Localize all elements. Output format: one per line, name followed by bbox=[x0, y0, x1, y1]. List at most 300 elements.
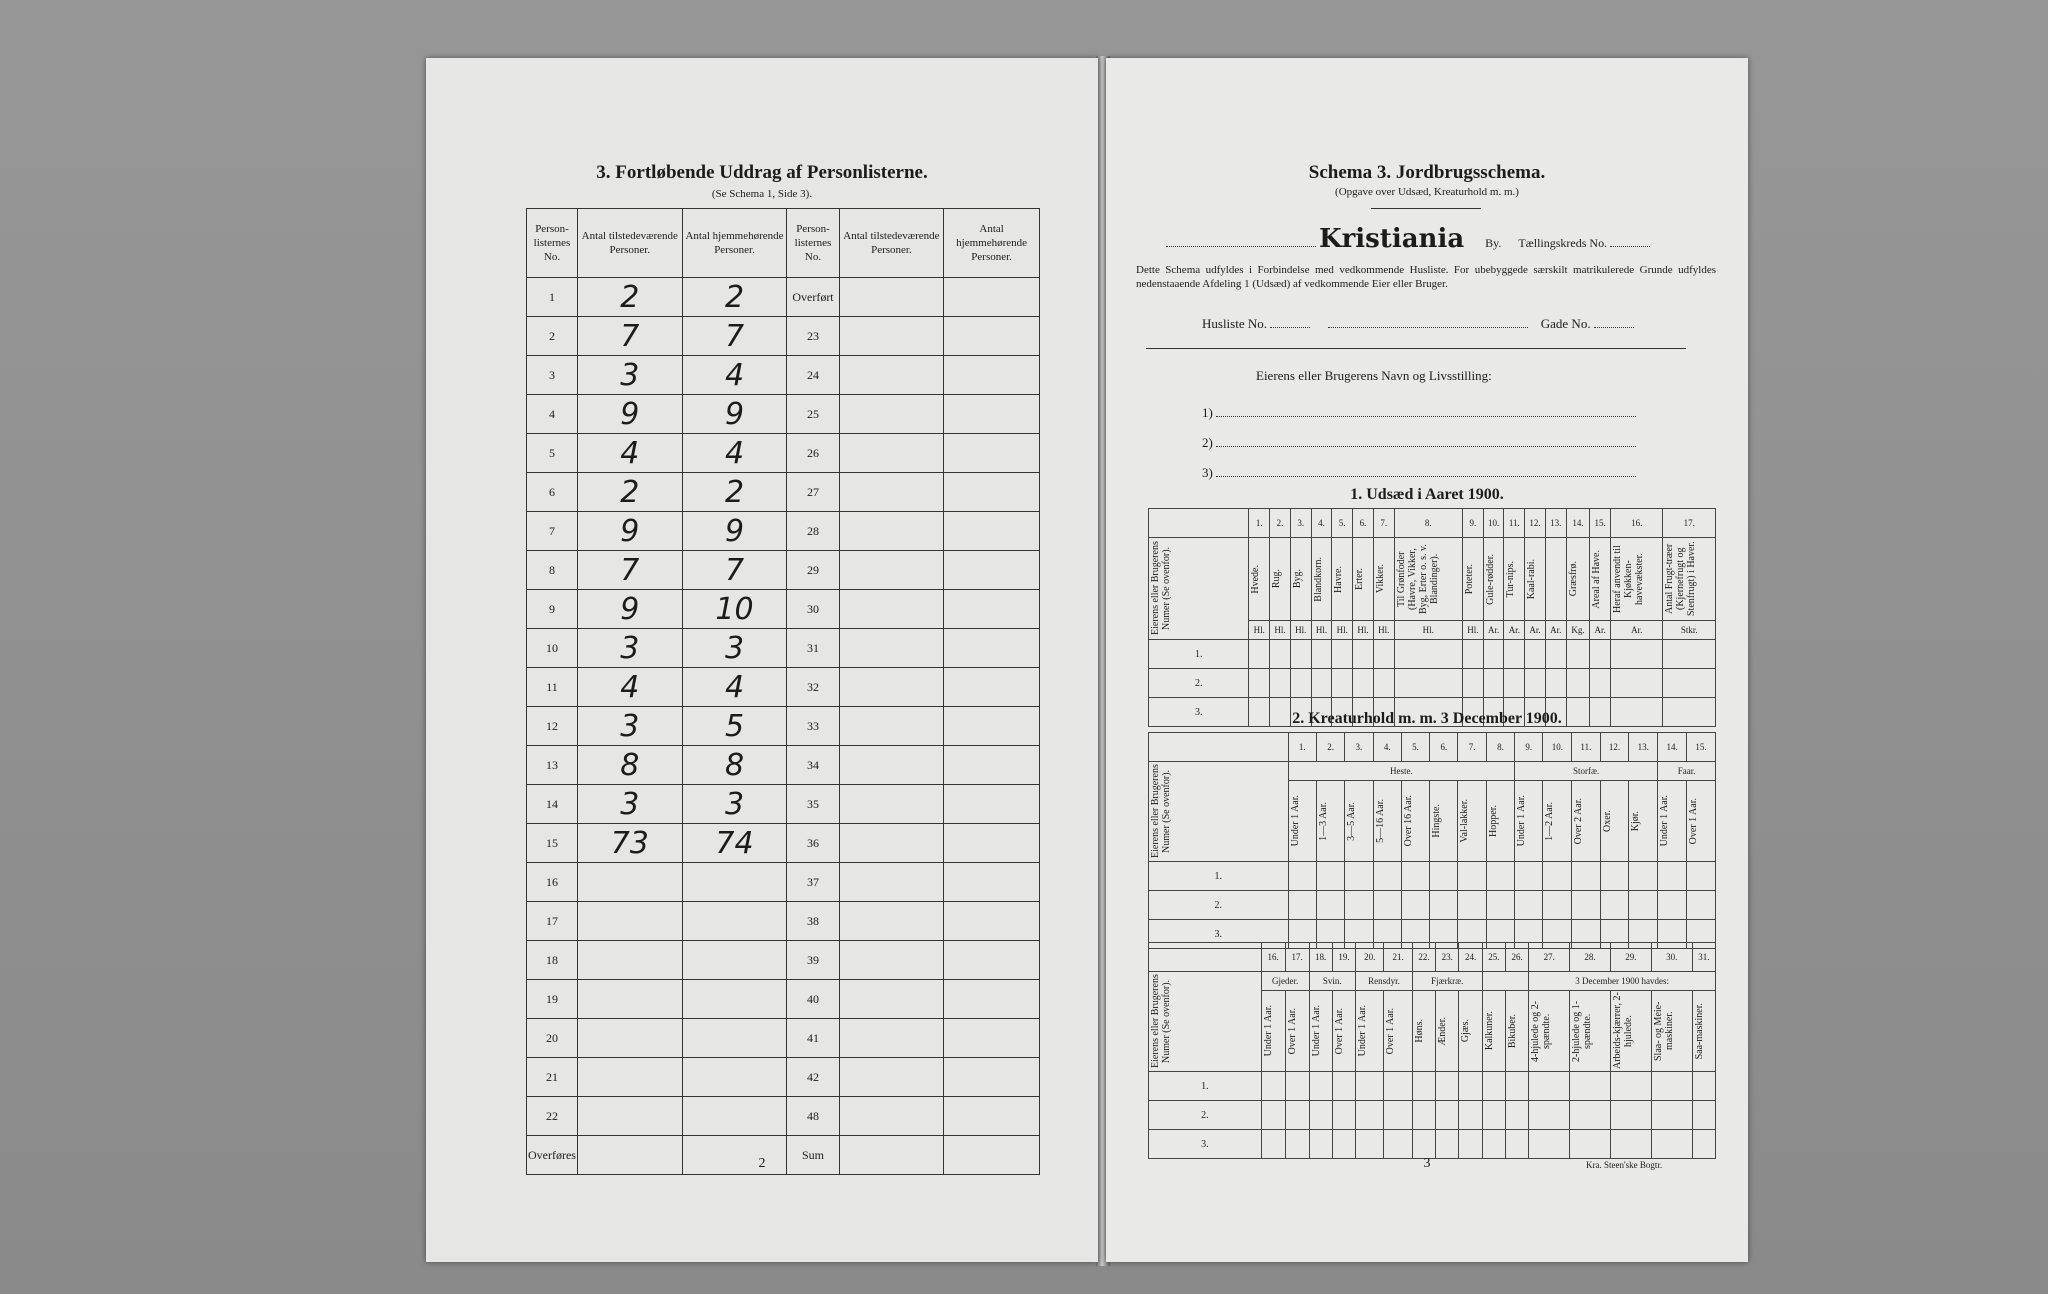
col-header bbox=[1486, 781, 1514, 862]
row-number: 12 bbox=[527, 707, 578, 746]
col-number: 15. bbox=[1590, 509, 1611, 538]
data-cell bbox=[1373, 891, 1401, 920]
col-header-text: Blandkorn. bbox=[1312, 556, 1324, 602]
data-cell bbox=[1590, 640, 1611, 669]
left-page-number: 2 bbox=[758, 1156, 766, 1171]
col-header-text: Heraf anvendt til Kjøkken-havevækster. bbox=[1612, 545, 1646, 613]
resident-count: 8 bbox=[682, 746, 787, 785]
col-number: 26. bbox=[1505, 943, 1528, 972]
data-cell bbox=[1270, 669, 1291, 698]
col-header-text: Bikuber. bbox=[1506, 1013, 1518, 1049]
col-number: 8. bbox=[1486, 733, 1514, 762]
unit: Ar. bbox=[1545, 621, 1566, 640]
col-header: Antal hjemmehørende Personer. bbox=[944, 209, 1040, 278]
table-row bbox=[1149, 862, 1716, 891]
data-cell bbox=[1600, 891, 1629, 920]
data-cell bbox=[1611, 669, 1663, 698]
unit: Hl. bbox=[1249, 621, 1270, 640]
data-cell bbox=[1663, 640, 1716, 669]
col-header bbox=[1285, 991, 1309, 1072]
row-number: 11 bbox=[527, 668, 578, 707]
table-row bbox=[527, 590, 1040, 629]
row-number: 8 bbox=[527, 551, 578, 590]
table-row bbox=[1149, 1101, 1716, 1130]
data-cell bbox=[1505, 1101, 1528, 1130]
col-header bbox=[1663, 538, 1716, 621]
col-header-text: Høns. bbox=[1413, 1019, 1425, 1043]
by-label: By. bbox=[1485, 236, 1502, 250]
col-header: Antal tilstedeværende Personer. bbox=[577, 209, 682, 278]
city-line bbox=[1166, 224, 1650, 254]
present-count-2 bbox=[839, 980, 944, 1019]
resident-count bbox=[682, 980, 787, 1019]
present-count: 2 bbox=[577, 278, 682, 317]
row-number: 3. bbox=[1149, 920, 1289, 949]
resident-count-2 bbox=[944, 395, 1040, 434]
resident-count-2 bbox=[944, 1058, 1040, 1097]
row-number-2: 26 bbox=[787, 434, 839, 473]
unit: Ar. bbox=[1611, 621, 1663, 640]
table-row bbox=[527, 902, 1040, 941]
corner bbox=[1149, 943, 1262, 972]
present-count-2 bbox=[839, 668, 944, 707]
unit: Hl. bbox=[1311, 621, 1332, 640]
present-count-2 bbox=[839, 1058, 944, 1097]
col-header bbox=[1545, 538, 1566, 621]
col-number: 2. bbox=[1270, 509, 1291, 538]
col-number: 14. bbox=[1658, 733, 1687, 762]
col-header-text: 3—5 Aar. bbox=[1346, 801, 1358, 841]
col-number: 7. bbox=[1373, 509, 1394, 538]
present-count-2 bbox=[839, 902, 944, 941]
data-cell bbox=[1545, 640, 1566, 669]
row-number-2: 23 bbox=[787, 317, 839, 356]
col-number: 12. bbox=[1525, 509, 1546, 538]
gade-label: Gade No. bbox=[1540, 316, 1591, 331]
data-cell bbox=[1309, 1072, 1332, 1101]
owner-heading: Eierens eller Brugerens Navn og Livsstilling: bbox=[1256, 368, 1492, 383]
data-cell bbox=[1356, 1072, 1384, 1101]
col-header bbox=[1572, 781, 1600, 862]
data-cell bbox=[1394, 640, 1462, 669]
data-cell bbox=[1651, 1101, 1692, 1130]
col-number: 4. bbox=[1373, 733, 1401, 762]
row-number-2: Sum bbox=[787, 1136, 839, 1175]
col-header bbox=[1505, 991, 1528, 1072]
table-row bbox=[527, 473, 1040, 512]
row-number: 13 bbox=[527, 746, 578, 785]
col-header bbox=[1261, 991, 1285, 1072]
data-cell bbox=[1486, 891, 1514, 920]
kreaturhold-table bbox=[1148, 732, 1716, 949]
data-cell bbox=[1515, 862, 1543, 891]
col-header bbox=[1611, 538, 1663, 621]
present-count: 4 bbox=[577, 434, 682, 473]
data-cell bbox=[1249, 640, 1270, 669]
col-number: 10. bbox=[1483, 509, 1504, 538]
row-number-2: 28 bbox=[787, 512, 839, 551]
present-count: 3 bbox=[577, 707, 682, 746]
present-count bbox=[577, 902, 682, 941]
row-number: 1. bbox=[1149, 1072, 1262, 1101]
data-cell bbox=[1651, 1130, 1692, 1159]
data-cell bbox=[1570, 1130, 1611, 1159]
col-header-text: Slaa- og Meie-maskiner. bbox=[1652, 1001, 1675, 1061]
present-count: 9 bbox=[577, 512, 682, 551]
data-cell bbox=[1332, 1130, 1355, 1159]
unit: Hl. bbox=[1332, 621, 1353, 640]
col-number: 23. bbox=[1436, 943, 1459, 972]
data-cell bbox=[1482, 1072, 1505, 1101]
col-number: 16. bbox=[1261, 943, 1285, 972]
row-header bbox=[1149, 972, 1262, 1072]
col-header bbox=[1459, 991, 1482, 1072]
table-row bbox=[527, 707, 1040, 746]
present-count-2 bbox=[839, 395, 944, 434]
table-row bbox=[527, 278, 1040, 317]
data-cell bbox=[1483, 669, 1504, 698]
col-number: 1. bbox=[1249, 509, 1270, 538]
resident-count-2 bbox=[944, 746, 1040, 785]
row-number: 1. bbox=[1149, 862, 1289, 891]
data-cell bbox=[1483, 640, 1504, 669]
table-row bbox=[527, 629, 1040, 668]
row-number-2: 39 bbox=[787, 941, 839, 980]
col-header bbox=[1515, 781, 1543, 862]
resident-count: 9 bbox=[682, 395, 787, 434]
unit: Ar. bbox=[1590, 621, 1611, 640]
data-cell bbox=[1316, 862, 1344, 891]
data-cell bbox=[1692, 1130, 1715, 1159]
col-header-text: Hopper. bbox=[1487, 805, 1499, 837]
col-header bbox=[1356, 991, 1384, 1072]
col-number: 7. bbox=[1458, 733, 1486, 762]
data-cell bbox=[1629, 862, 1658, 891]
col-number: 13. bbox=[1545, 509, 1566, 538]
data-cell bbox=[1332, 640, 1353, 669]
col-header-text: Over 1 Aar. bbox=[1286, 1007, 1298, 1055]
row-number: 1 bbox=[527, 278, 578, 317]
col-number: 5. bbox=[1332, 509, 1353, 538]
col-header bbox=[1483, 538, 1504, 621]
present-count-2 bbox=[839, 863, 944, 902]
resident-count-2 bbox=[944, 902, 1040, 941]
row-header-text: Eierens eller Brugerens Numer (Se ovenfor). bbox=[1150, 764, 1172, 859]
group-header: 3 December 1900 havdes: bbox=[1529, 972, 1716, 991]
col-header-text: Over 2 Aar. bbox=[1573, 797, 1585, 845]
table-row bbox=[1149, 669, 1716, 698]
data-cell bbox=[1412, 1072, 1435, 1101]
col-number: 29. bbox=[1610, 943, 1651, 972]
col-header-text: Areal af Have. bbox=[1591, 549, 1603, 609]
data-cell bbox=[1663, 669, 1716, 698]
data-cell bbox=[1590, 669, 1611, 698]
col-header bbox=[1288, 781, 1316, 862]
data-cell bbox=[1462, 640, 1483, 669]
data-cell bbox=[1572, 862, 1600, 891]
rule bbox=[1146, 348, 1686, 349]
col-header: Antal hjemmehørende Personer. bbox=[682, 209, 787, 278]
row-number-2: 31 bbox=[787, 629, 839, 668]
row-number-2: 48 bbox=[787, 1097, 839, 1136]
data-cell bbox=[1309, 1101, 1332, 1130]
row-number-2: 36 bbox=[787, 824, 839, 863]
col-number: 30. bbox=[1651, 943, 1692, 972]
data-cell bbox=[1692, 1072, 1715, 1101]
col-header-text: Poteter. bbox=[1463, 563, 1475, 595]
col-header bbox=[1332, 991, 1355, 1072]
col-header-text: Antal Frugt-træer (Kjernefrugt og Stenfrugt) i Haver. bbox=[1664, 541, 1698, 617]
resident-count: 4 bbox=[682, 668, 787, 707]
data-cell bbox=[1529, 1072, 1570, 1101]
col-header bbox=[1458, 781, 1486, 862]
city-name: Kristiania bbox=[1319, 224, 1465, 254]
data-cell bbox=[1687, 891, 1716, 920]
table-row bbox=[527, 863, 1040, 902]
right-page-title: Schema 3. Jordbrugsschema. bbox=[1308, 162, 1546, 183]
data-cell bbox=[1290, 640, 1311, 669]
data-cell bbox=[1384, 1072, 1412, 1101]
table-row bbox=[527, 941, 1040, 980]
col-number: 14. bbox=[1566, 509, 1590, 538]
col-header-text: 1—2 Aar. bbox=[1544, 801, 1556, 841]
col-number: 9. bbox=[1462, 509, 1483, 538]
present-count-2 bbox=[839, 1019, 944, 1058]
resident-count bbox=[682, 941, 787, 980]
data-cell bbox=[1505, 1072, 1528, 1101]
col-number: 19. bbox=[1332, 943, 1355, 972]
data-cell bbox=[1332, 1101, 1355, 1130]
left-page-subtitle: (Se Schema 1, Side 3). bbox=[711, 188, 813, 200]
left-page-title: 3. Fortløbende Uddrag af Personlisterne. bbox=[596, 162, 928, 183]
table-row bbox=[527, 551, 1040, 590]
col-number: 9. bbox=[1515, 733, 1543, 762]
col-header-text: Oxer. bbox=[1601, 810, 1613, 832]
row-number-2: 42 bbox=[787, 1058, 839, 1097]
row-header bbox=[1149, 538, 1249, 640]
row-number: 19 bbox=[527, 980, 578, 1019]
row-number-2: 25 bbox=[787, 395, 839, 434]
col-header bbox=[1651, 991, 1692, 1072]
col-number: 6. bbox=[1430, 733, 1458, 762]
kreaturhold-table-2 bbox=[1148, 942, 1716, 1159]
present-count-2 bbox=[839, 629, 944, 668]
present-count: 7 bbox=[577, 551, 682, 590]
col-header bbox=[1529, 991, 1570, 1072]
row-number-2: 32 bbox=[787, 668, 839, 707]
data-cell bbox=[1356, 1101, 1384, 1130]
col-header-text: Byg. bbox=[1291, 569, 1303, 589]
col-header: Person-listernes No. bbox=[527, 209, 578, 278]
col-header bbox=[1430, 781, 1458, 862]
col-number: 8. bbox=[1394, 509, 1462, 538]
col-header-text: Hingste. bbox=[1431, 804, 1443, 838]
section2-title: 2. Kreaturhold m. m. 3 December 1900. bbox=[1292, 710, 1562, 727]
data-cell bbox=[1270, 640, 1291, 669]
group-header: Fjærkræ. bbox=[1412, 972, 1482, 991]
present-count bbox=[577, 941, 682, 980]
resident-count bbox=[682, 1019, 787, 1058]
table-row bbox=[527, 980, 1040, 1019]
data-cell bbox=[1288, 862, 1316, 891]
resident-count: 9 bbox=[682, 512, 787, 551]
data-cell bbox=[1249, 669, 1270, 698]
table-row bbox=[527, 512, 1040, 551]
owner-line-3: 3) bbox=[1202, 465, 1213, 480]
row-number: 1. bbox=[1149, 640, 1249, 669]
present-count bbox=[577, 1058, 682, 1097]
col-header bbox=[1629, 781, 1658, 862]
udsaed-table bbox=[1148, 508, 1716, 727]
present-count: 2 bbox=[577, 473, 682, 512]
col-number: 15. bbox=[1687, 733, 1716, 762]
data-cell bbox=[1261, 1072, 1285, 1101]
present-count-2 bbox=[839, 785, 944, 824]
table-row bbox=[527, 1097, 1040, 1136]
data-cell bbox=[1373, 862, 1401, 891]
col-header bbox=[1590, 538, 1611, 621]
data-cell bbox=[1459, 1072, 1482, 1101]
data-cell bbox=[1610, 1130, 1651, 1159]
data-cell bbox=[1401, 862, 1429, 891]
present-count: 9 bbox=[577, 590, 682, 629]
group-heste: Heste. bbox=[1288, 762, 1515, 781]
col-number: 12. bbox=[1600, 733, 1629, 762]
row-number-2: 33 bbox=[787, 707, 839, 746]
row-number-2: 41 bbox=[787, 1019, 839, 1058]
col-header bbox=[1570, 991, 1611, 1072]
row-number: 2. bbox=[1149, 1101, 1262, 1130]
row-number: 2. bbox=[1149, 669, 1249, 698]
data-cell bbox=[1687, 862, 1716, 891]
row-number: 10 bbox=[527, 629, 578, 668]
data-cell bbox=[1658, 862, 1687, 891]
table-row bbox=[1149, 1072, 1716, 1101]
col-header-text: Hvede. bbox=[1250, 564, 1262, 594]
col-number: 11. bbox=[1572, 733, 1600, 762]
row-number: 16 bbox=[527, 863, 578, 902]
table-row bbox=[527, 395, 1040, 434]
table-row bbox=[1149, 891, 1716, 920]
data-cell bbox=[1430, 891, 1458, 920]
data-cell bbox=[1373, 640, 1394, 669]
col-header-text: Tur-nips. bbox=[1505, 560, 1517, 598]
group-faar: Faar. bbox=[1658, 762, 1716, 781]
data-cell bbox=[1353, 640, 1374, 669]
present-count-2 bbox=[839, 317, 944, 356]
col-header bbox=[1600, 781, 1629, 862]
data-cell bbox=[1332, 669, 1353, 698]
col-header-text: Saa-maskiner. bbox=[1693, 1002, 1705, 1060]
col-header-text: Over 1 Aar. bbox=[1688, 797, 1700, 845]
col-number: 17. bbox=[1285, 943, 1309, 972]
data-cell bbox=[1459, 1101, 1482, 1130]
data-cell bbox=[1285, 1072, 1309, 1101]
data-cell bbox=[1525, 640, 1546, 669]
data-cell bbox=[1345, 891, 1373, 920]
col-number: 3. bbox=[1290, 509, 1311, 538]
group-row bbox=[1149, 972, 1716, 991]
resident-count-2 bbox=[944, 785, 1040, 824]
present-count-2 bbox=[839, 1097, 944, 1136]
present-count: 4 bbox=[577, 668, 682, 707]
col-number: 13. bbox=[1629, 733, 1658, 762]
resident-count-2 bbox=[944, 278, 1040, 317]
row-number-2: 30 bbox=[787, 590, 839, 629]
row-number: 21 bbox=[527, 1058, 578, 1097]
data-cell bbox=[1384, 1101, 1412, 1130]
col-header bbox=[1504, 538, 1525, 621]
group-storfae: Storfæ. bbox=[1515, 762, 1658, 781]
col-header-text: Under 1 Aar. bbox=[1289, 795, 1301, 847]
col-number: 16. bbox=[1611, 509, 1663, 538]
table-row bbox=[527, 317, 1040, 356]
data-cell bbox=[1309, 1130, 1332, 1159]
data-cell bbox=[1543, 862, 1572, 891]
row-number-2: 38 bbox=[787, 902, 839, 941]
col-header-text: Under 1 Aar. bbox=[1659, 795, 1671, 847]
col-header-text: 1—3 Aar. bbox=[1317, 801, 1329, 841]
table-row bbox=[527, 746, 1040, 785]
unit: Hl. bbox=[1270, 621, 1291, 640]
data-cell bbox=[1610, 1101, 1651, 1130]
instructions: Dette Schema udfyldes i Forbindelse med vedkommende Husliste. For ubebyggede særskilt matrikulerede Grunde udfyldes nedenstaaende Afdeling 1 (Udsæd) af vedkommende Eier eller Bruger. bbox=[1136, 264, 1716, 290]
col-number: 1. bbox=[1288, 733, 1316, 762]
row-number: 4 bbox=[527, 395, 578, 434]
data-cell bbox=[1482, 1101, 1505, 1130]
group-row bbox=[1149, 762, 1716, 781]
husliste-label: Husliste No. bbox=[1202, 316, 1267, 331]
resident-count-2 bbox=[944, 707, 1040, 746]
owner-line-1: 1) bbox=[1202, 405, 1213, 420]
resident-count: 74 bbox=[682, 824, 787, 863]
col-header-text: Vikker. bbox=[1374, 564, 1386, 594]
resident-count: 3 bbox=[682, 629, 787, 668]
present-count-2 bbox=[839, 434, 944, 473]
data-cell bbox=[1384, 1130, 1412, 1159]
col-header bbox=[1412, 991, 1435, 1072]
col-header-text: Under 1 Aar. bbox=[1357, 1005, 1369, 1057]
col-header bbox=[1316, 781, 1344, 862]
col-number-row bbox=[1149, 943, 1716, 972]
owner-line-2: 2) bbox=[1202, 435, 1213, 450]
col-number: 27. bbox=[1529, 943, 1570, 972]
data-cell bbox=[1459, 1130, 1482, 1159]
table-row bbox=[527, 1019, 1040, 1058]
data-cell bbox=[1543, 891, 1572, 920]
resident-count: 4 bbox=[682, 434, 787, 473]
resident-count-2 bbox=[944, 1097, 1040, 1136]
table-row bbox=[1149, 1130, 1716, 1159]
data-cell bbox=[1600, 862, 1629, 891]
row-number-2: Overført bbox=[787, 278, 839, 317]
resident-count: 5 bbox=[682, 707, 787, 746]
col-header-text: 5—16 Aar. bbox=[1374, 799, 1386, 843]
table-row bbox=[1149, 640, 1716, 669]
col-header-text: Ænder. bbox=[1437, 1016, 1449, 1046]
col-header bbox=[1309, 991, 1332, 1072]
data-cell bbox=[1462, 669, 1483, 698]
resident-count: 4 bbox=[682, 356, 787, 395]
row-number: 7 bbox=[527, 512, 578, 551]
resident-count: 2 bbox=[682, 278, 787, 317]
col-header: Antal tilstedeværende Personer. bbox=[839, 209, 944, 278]
resident-count: 10 bbox=[682, 590, 787, 629]
col-header bbox=[1353, 538, 1374, 621]
col-header bbox=[1373, 538, 1394, 621]
row-number: 3. bbox=[1149, 1130, 1262, 1159]
present-count-2 bbox=[839, 551, 944, 590]
